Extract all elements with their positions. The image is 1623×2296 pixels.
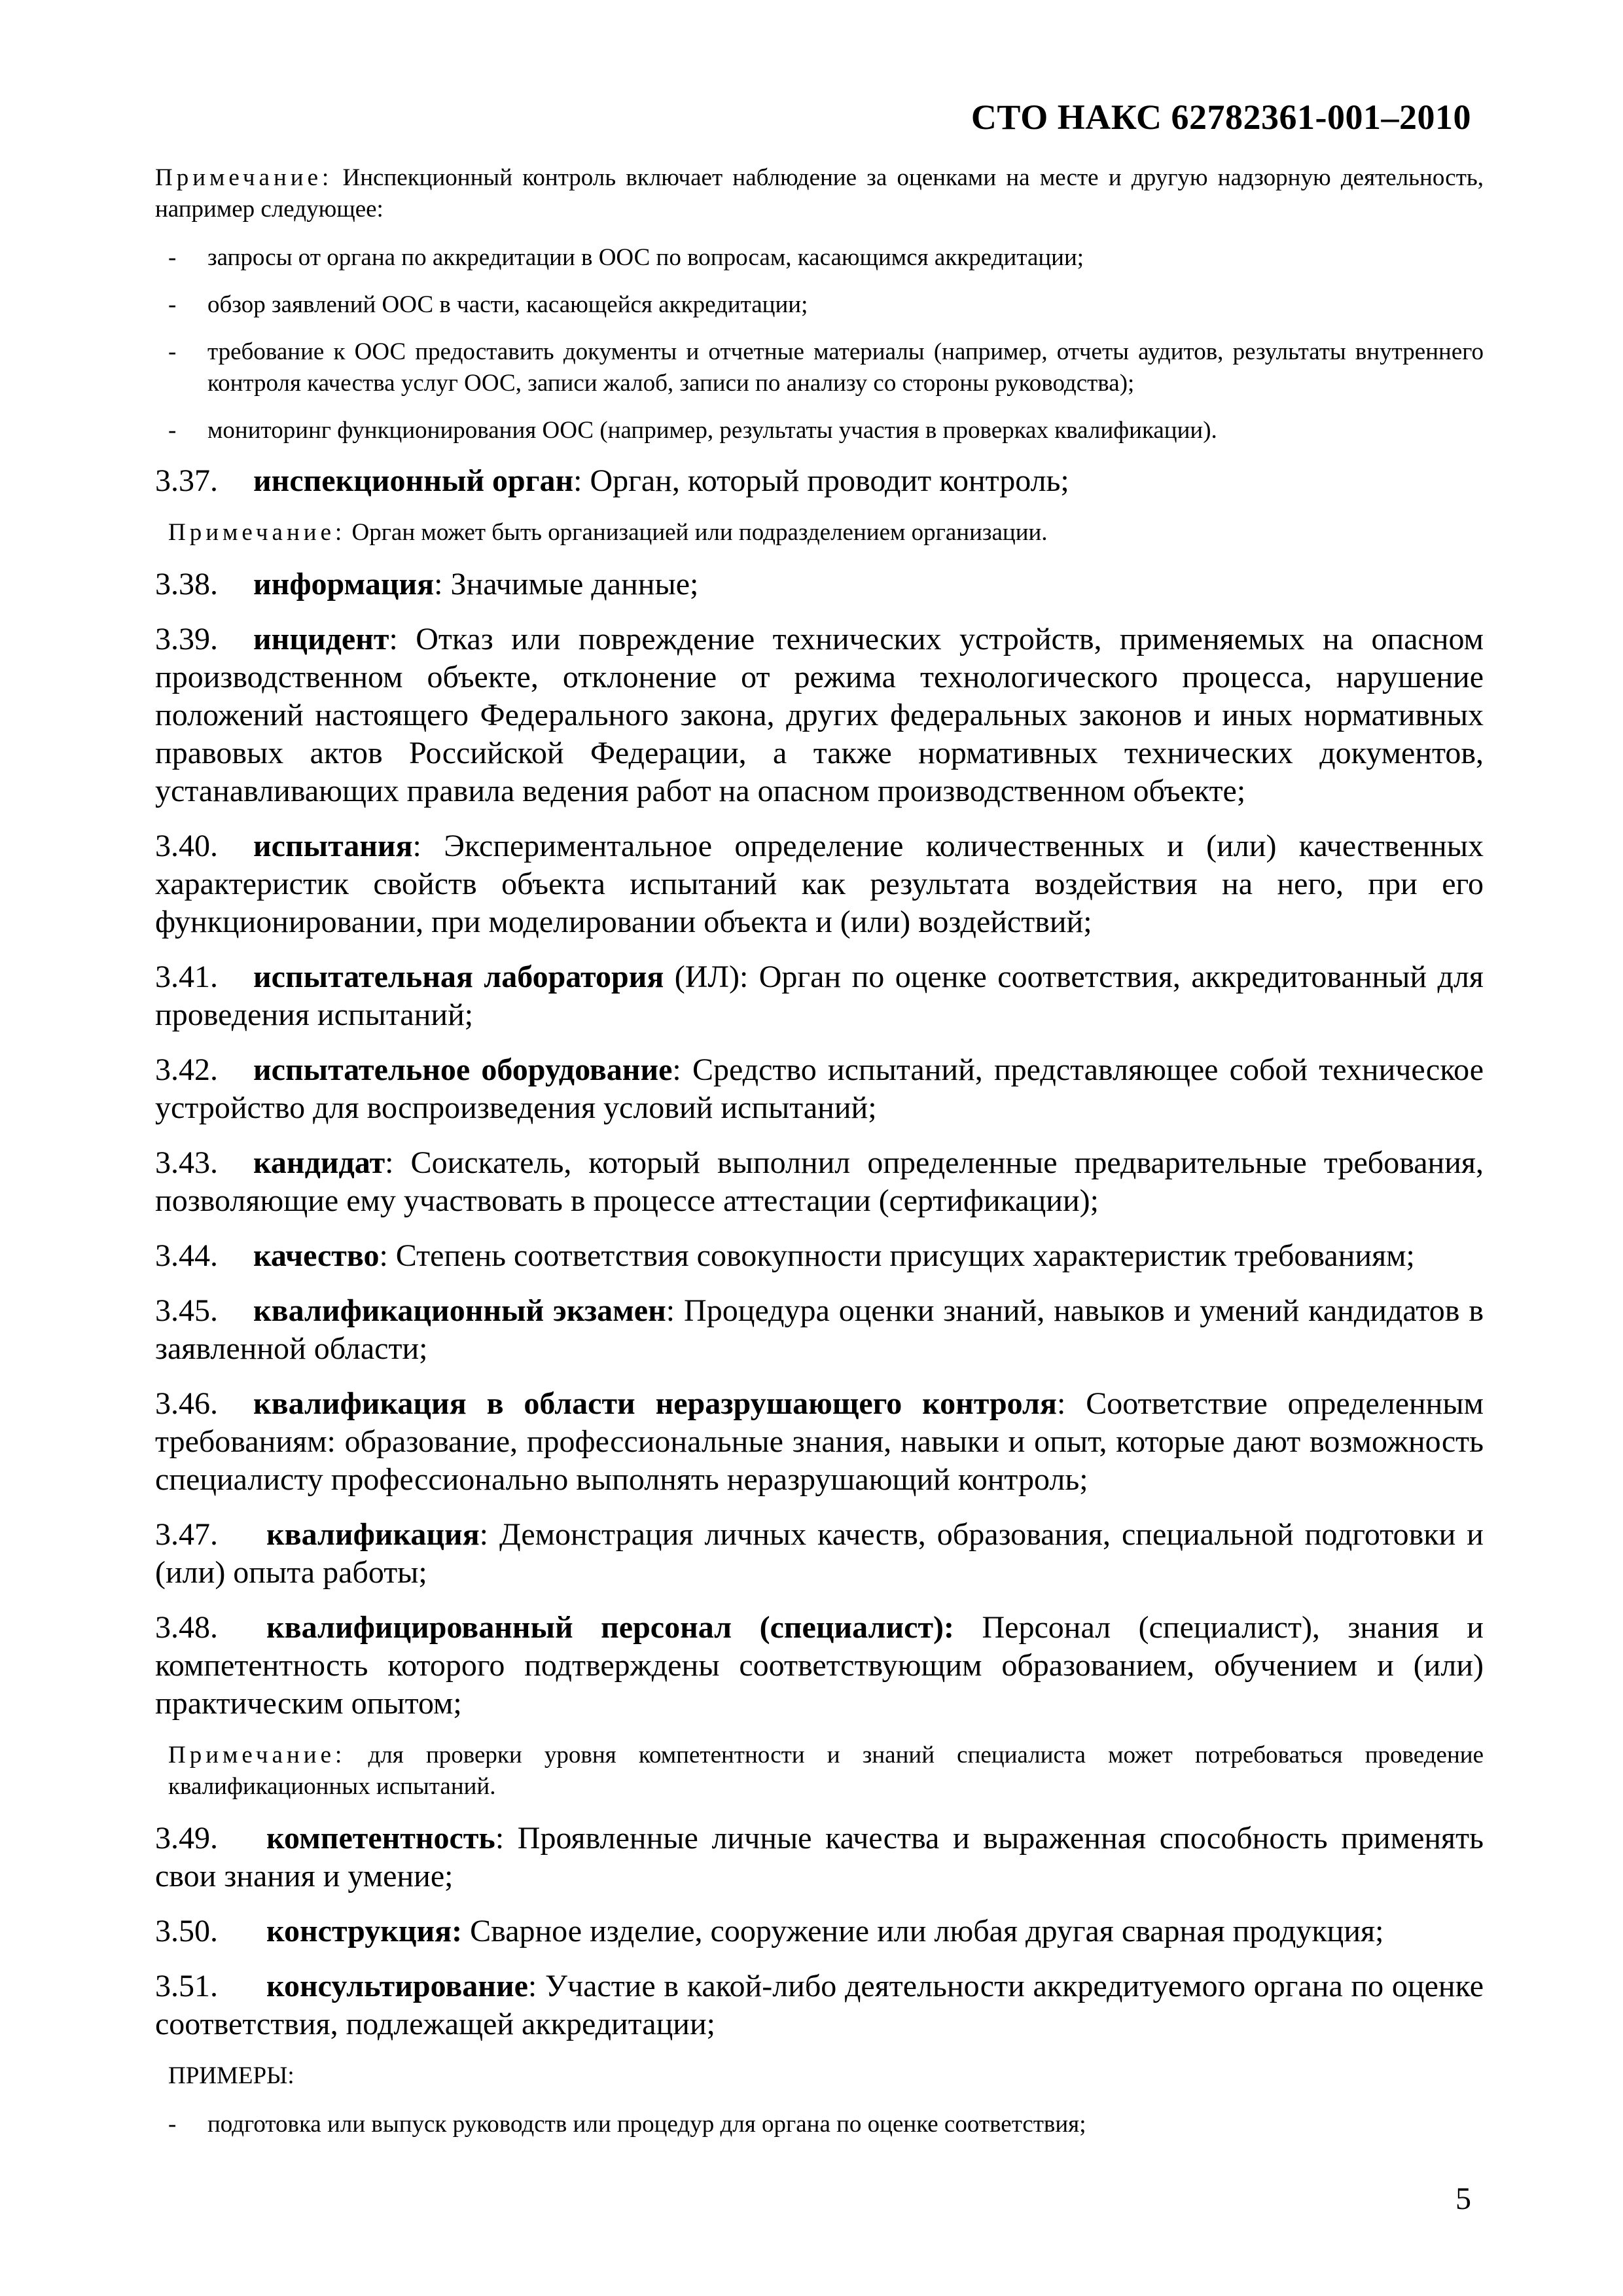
term-title: информация [253, 567, 435, 601]
list-item [155, 289, 1484, 321]
term-definition: : Демонстрация личных качеств, образования, специальной подготовки и (или) опыта работы; [155, 1517, 1484, 1590]
term-3-37 [155, 462, 1484, 500]
term-definition: : Отказ или повреждение технических устройств, применяемых на опасном производственном объекте, отклонение от режима технологического процесса, нарушение положений настоящего Федерального закона, других федеральных законов и иных нормативных правовых актов Российской Федерации, а также нормативных технических документов, устанавливающих правила ведения работ на опасном производственном объекте; [155, 622, 1484, 808]
term-number: 3.46. [155, 1386, 218, 1421]
bullet-dash: - [168, 244, 177, 271]
term-definition: : Экспериментальное определение количественных и (или) качественных характеристик свойств объекта испытаний как результата воздействия на него, при его функционировании, при моделировании объекта и (или) воздействий; [155, 829, 1484, 939]
term-definition: : Соискатель, который выполнил определенные предварительные требования, позволяющие ему участвовать в процессе аттестации (сертификации); [155, 1145, 1484, 1218]
term-number: 3.45. [155, 1293, 218, 1328]
note-label: Примечание: [168, 1742, 346, 1768]
term-title: квалификационный экзамен [253, 1293, 666, 1328]
note-label: Примечание: [155, 164, 333, 191]
term-number: 3.40. [155, 829, 218, 863]
list-item-text: мониторинг функционирования ООС (например, результаты участия в проверках квалификации). [207, 417, 1217, 444]
term-title: инспекционный орган [253, 463, 574, 498]
bullet-dash: - [168, 417, 177, 444]
term-number: 3.42. [155, 1052, 218, 1087]
term-definition: : Степень соответствия совокупности присущих характеристик требованиям; [379, 1238, 1415, 1273]
term-3-44 [155, 1237, 1484, 1275]
note-label: Примечание: [168, 519, 346, 546]
document-body [155, 162, 1484, 2156]
term-number: 3.49. [155, 1821, 218, 1856]
term-definition: : Процедура оценки знаний, навыков и умений кандидатов в заявленной области; [155, 1293, 1484, 1366]
term-definition: Сварное изделие, сооружение или любая другая сварная продукция; [462, 1914, 1384, 1948]
list-item-text: подготовка или выпуск руководств или процедур для органа по оценке соответствия; [207, 2111, 1086, 2138]
term-number: 3.39. [155, 622, 218, 656]
note-text: Инспекционный контроль включает наблюдение за оценками на месте и другую надзорную деятельность, например следующее: [155, 164, 1484, 223]
term-number: 3.38. [155, 567, 218, 601]
term-3-38 [155, 565, 1484, 603]
term-title: испытательное оборудование [253, 1052, 673, 1087]
term-number: 3.50. [155, 1914, 218, 1948]
term-definition: : Орган, который проводит контроль; [573, 463, 1069, 498]
term-title: консультирование [266, 1969, 528, 2003]
term-number: 3.44. [155, 1238, 218, 1273]
term-definition: Персонал (специалист), знания и компетентность которого подтверждены соответствующим образованием, обучением и (или) практическим опытом; [155, 1610, 1484, 1721]
note-paragraph [155, 517, 1484, 548]
term-title: компетентность [266, 1821, 495, 1856]
term-definition: : Средство испытаний, представляющее собой техническое устройство для воспроизведения условий испытаний; [155, 1052, 1484, 1125]
term-definition: : Проявленные личные качества и выраженная способность применять свои знания и умение; [155, 1821, 1484, 1893]
term-3-40 [155, 827, 1484, 941]
page-number: 5 [1455, 2181, 1471, 2216]
list-item [155, 415, 1484, 446]
examples-label: ПРИМЕРЫ: [168, 2062, 294, 2089]
list-item-text: обзор заявлений ООС в части, касающейся аккредитации; [207, 291, 808, 318]
term-title: кандидат [253, 1145, 385, 1180]
bullet-dash: - [168, 338, 177, 365]
term-definition: : Соответствие определенным требованиям: образование, профессиональные знания, навыки и опыт, которые дают возможность специалисту профессионально выполнять неразрушающий контроль; [155, 1386, 1484, 1497]
term-title: конструкция: [266, 1914, 463, 1948]
term-3-41 [155, 958, 1484, 1034]
term-title: качество [253, 1238, 380, 1273]
term-number: 3.51. [155, 1969, 218, 2003]
note-text: Орган может быть организацией или подразделением организации. [346, 519, 1048, 546]
list-item-text: требование к ООС предоставить документы и отчетные материалы (например, отчеты аудитов, результаты внутреннего контроля качества услуг ООС, записи жалоб, записи по анализу со стороны руководства); [207, 338, 1484, 397]
term-definition: : Участие в какой-либо деятельности аккредитуемого органа по оценке соответствия, подлежащей аккредитации; [155, 1969, 1484, 2041]
note-paragraph [155, 162, 1484, 225]
bullet-dash: - [168, 2111, 177, 2138]
document-code-header: СТО НАКС 62782361-001–2010 [971, 98, 1471, 137]
list-item [155, 336, 1484, 399]
list-item [155, 2109, 1484, 2140]
term-number: 3.41. [155, 960, 218, 994]
term-3-45 [155, 1292, 1484, 1368]
term-title: инцидент [253, 622, 389, 656]
term-title: квалифицированный персонал (специалист): [266, 1610, 955, 1645]
term-3-47 [155, 1516, 1484, 1592]
term-definition: (ИЛ): Орган по оценке соответствия, аккредитованный для проведения испытаний; [155, 960, 1484, 1032]
note-text: для проверки уровня компетентности и знаний специалиста может потребоваться проведение квалификационных испытаний. [168, 1742, 1484, 1800]
term-title: квалификация [266, 1517, 480, 1552]
term-title: испытания [253, 829, 413, 863]
term-title: квалификация в области неразрушающего контроля [253, 1386, 1057, 1421]
term-definition: : Значимые данные; [434, 567, 699, 601]
term-3-51 [155, 1967, 1484, 2043]
term-3-48 [155, 1609, 1484, 1723]
term-3-49 [155, 1820, 1484, 1895]
term-3-39 [155, 620, 1484, 810]
term-3-50 [155, 1912, 1484, 1950]
list-item [155, 242, 1484, 274]
term-title: испытательная лаборатория [253, 960, 664, 994]
list-item-text: запросы от органа по аккредитации в ООС по вопросам, касающимся аккредитации; [207, 244, 1084, 271]
term-number: 3.48. [155, 1610, 218, 1645]
term-3-46 [155, 1385, 1484, 1499]
term-3-43 [155, 1144, 1484, 1220]
note-paragraph [155, 1740, 1484, 1803]
bullet-dash: - [168, 291, 177, 318]
term-number: 3.43. [155, 1145, 218, 1180]
term-3-42 [155, 1051, 1484, 1127]
term-number: 3.37. [155, 463, 218, 498]
term-number: 3.47. [155, 1517, 218, 1552]
